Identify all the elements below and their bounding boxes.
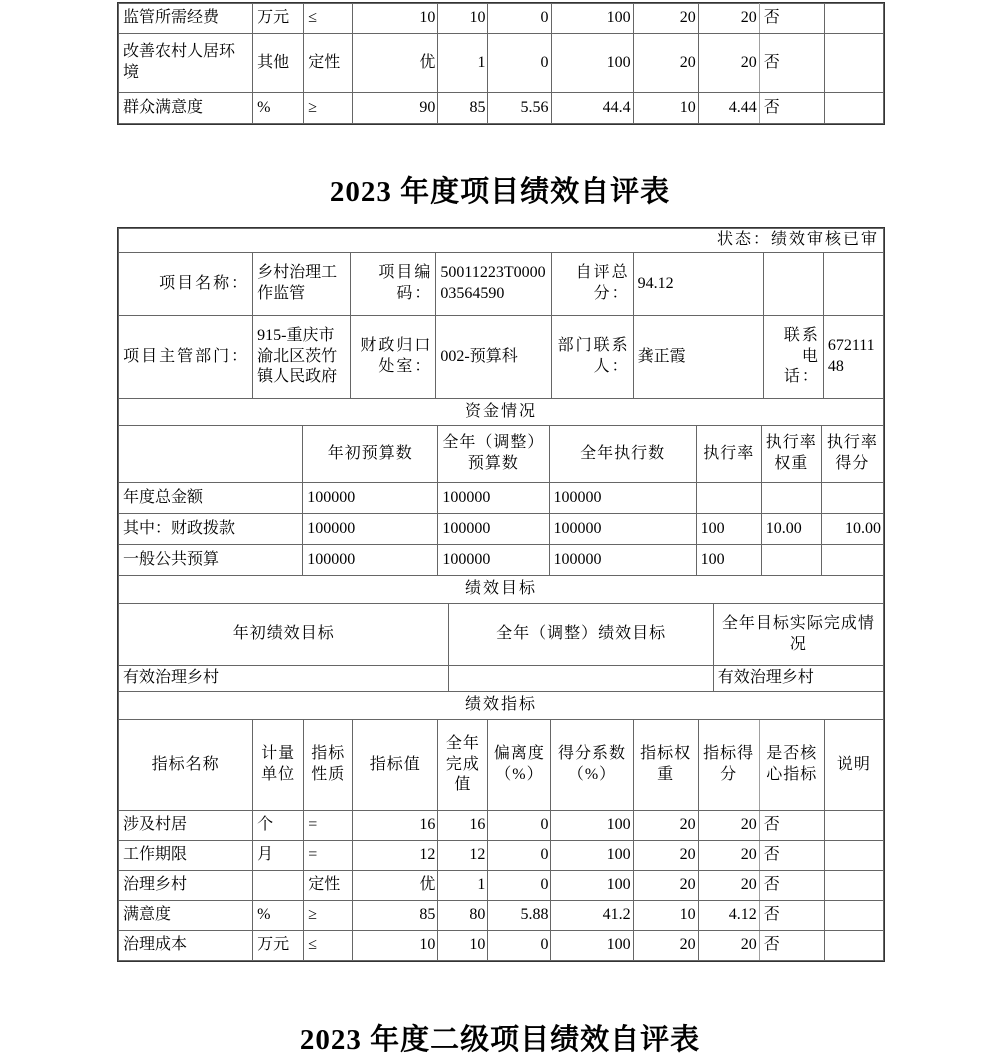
core-flag-cell: 否 bbox=[759, 4, 824, 34]
dept-label: 项目主管部门： bbox=[119, 316, 253, 399]
note-cell bbox=[824, 4, 883, 34]
nature-cell: ≤ bbox=[304, 931, 353, 961]
weight-cell: 10 bbox=[633, 93, 698, 124]
nature-cell: 定性 bbox=[304, 34, 353, 93]
exec-rate-weight-cell: 10.00 bbox=[761, 514, 821, 545]
finance-office-label: 财政归口处室： bbox=[351, 316, 436, 399]
deviation-cell: 0 bbox=[488, 4, 551, 34]
budget-adjusted-cell: 100000 bbox=[438, 545, 549, 576]
exec-rate-cell bbox=[696, 483, 761, 514]
self-score-label: 自评总分： bbox=[551, 253, 633, 316]
indicator-header: 指标值 bbox=[353, 720, 438, 811]
target-value-cell: 优 bbox=[353, 871, 438, 901]
completed-value-cell: 12 bbox=[438, 841, 488, 871]
score-coef-cell: 44.4 bbox=[551, 93, 633, 124]
funding-row bbox=[119, 545, 884, 576]
score-coef-cell: 100 bbox=[551, 811, 633, 841]
completed-value-cell: 1 bbox=[438, 871, 488, 901]
budget-adjusted-cell: 100000 bbox=[438, 514, 549, 545]
indicator-header: 说明 bbox=[824, 720, 883, 811]
score-coef-cell: 100 bbox=[551, 4, 633, 34]
funding-grid bbox=[118, 398, 884, 576]
indicator-name-cell: 涉及村居 bbox=[119, 811, 253, 841]
status-row bbox=[119, 229, 884, 253]
unit-cell: % bbox=[253, 901, 304, 931]
indicator-header: 得分系数（%） bbox=[551, 720, 633, 811]
indicator-header: 是否核心指标 bbox=[759, 720, 824, 811]
funding-header: 执行率 bbox=[696, 426, 761, 483]
unit-cell: 其他 bbox=[253, 34, 304, 93]
weight-cell: 20 bbox=[633, 4, 698, 34]
funding-row-label: 一般公共预算 bbox=[119, 545, 303, 576]
note-cell bbox=[824, 901, 883, 931]
project-name-label: 项目名称： bbox=[119, 253, 253, 316]
next-section-title: 2023 年度二级项目绩效自评表 bbox=[299, 1024, 701, 1056]
funding-header: 执行率得分 bbox=[821, 426, 883, 483]
indicator-name-cell: 群众满意度 bbox=[119, 93, 253, 124]
score-cell: 20 bbox=[698, 931, 759, 961]
weight-cell: 20 bbox=[633, 811, 698, 841]
unit-cell: % bbox=[253, 93, 304, 124]
target-value-cell: 10 bbox=[353, 931, 438, 961]
funding-section-title: 资金情况 bbox=[119, 399, 884, 426]
target-value-cell: 10 bbox=[353, 4, 438, 34]
exec-rate-weight-cell bbox=[761, 545, 821, 576]
funding-header: 全年执行数 bbox=[549, 426, 696, 483]
project-code-label: 项目编码： bbox=[351, 253, 436, 316]
completed-value-cell: 85 bbox=[438, 93, 488, 124]
deviation-cell: 5.56 bbox=[488, 93, 551, 124]
nature-cell: 定性 bbox=[304, 871, 353, 901]
budget-initial-cell: 100000 bbox=[303, 483, 438, 514]
weight-cell: 20 bbox=[633, 931, 698, 961]
score-cell: 4.44 bbox=[698, 93, 759, 124]
target-value-cell: 优 bbox=[353, 34, 438, 93]
note-cell bbox=[824, 93, 883, 124]
score-coef-cell: 100 bbox=[551, 871, 633, 901]
goals-row bbox=[119, 666, 884, 692]
goal-header: 全年（调整）绩效目标 bbox=[449, 604, 713, 666]
budget-initial-cell: 100000 bbox=[303, 514, 438, 545]
completed-value-cell: 80 bbox=[438, 901, 488, 931]
deviation-cell: 5.88 bbox=[488, 901, 551, 931]
weight-cell: 20 bbox=[633, 34, 698, 93]
goal-header: 年初绩效目标 bbox=[119, 604, 449, 666]
core-flag-cell: 否 bbox=[759, 811, 824, 841]
score-coef-cell: 100 bbox=[551, 931, 633, 961]
score-cell: 20 bbox=[698, 811, 759, 841]
score-cell: 20 bbox=[698, 841, 759, 871]
core-flag-cell: 否 bbox=[759, 931, 824, 961]
previous-indicators-table-grid bbox=[118, 3, 884, 124]
funding-row bbox=[119, 514, 884, 545]
core-flag-cell: 否 bbox=[759, 34, 824, 93]
dept-value: 915-重庆市渝北区茨竹镇人民政府 bbox=[253, 316, 351, 399]
table-row bbox=[119, 811, 884, 841]
table-row bbox=[119, 901, 884, 931]
section-banner-row bbox=[119, 399, 884, 426]
indicator-header: 指标得分 bbox=[698, 720, 759, 811]
target-value-cell: 16 bbox=[353, 811, 438, 841]
indicator-name-cell: 监管所需经费 bbox=[119, 4, 253, 34]
table-row bbox=[119, 931, 884, 961]
project-name-row bbox=[119, 253, 884, 316]
table-row bbox=[119, 93, 884, 124]
exec-rate-score-cell bbox=[821, 483, 883, 514]
section-banner-row bbox=[119, 576, 884, 604]
weight-cell: 20 bbox=[633, 841, 698, 871]
nature-cell: ≥ bbox=[304, 901, 353, 931]
deviation-cell: 0 bbox=[488, 811, 551, 841]
goals-grid bbox=[118, 575, 884, 692]
page-title: 2023 年度项目绩效自评表 bbox=[329, 176, 671, 208]
score-coef-cell: 41.2 bbox=[551, 901, 633, 931]
nature-cell: = bbox=[304, 841, 353, 871]
project-info-grid bbox=[118, 228, 884, 399]
funding-header: 全年（调整）预算数 bbox=[438, 426, 549, 483]
unit-cell: 万元 bbox=[253, 931, 304, 961]
indicator-name-cell: 满意度 bbox=[119, 901, 253, 931]
goal-actual-cell: 有效治理乡村 bbox=[713, 666, 883, 692]
core-flag-cell: 否 bbox=[759, 93, 824, 124]
funding-row-label: 其中：财政拨款 bbox=[119, 514, 303, 545]
completed-value-cell: 10 bbox=[438, 4, 488, 34]
exec-rate-cell: 100 bbox=[696, 545, 761, 576]
score-coef-cell: 100 bbox=[551, 34, 633, 93]
deviation-cell: 0 bbox=[488, 34, 551, 93]
contact-label: 部门联系人： bbox=[551, 316, 633, 399]
score-cell: 4.12 bbox=[698, 901, 759, 931]
indicators-header-row bbox=[119, 720, 884, 811]
table-row bbox=[119, 4, 884, 34]
goal-header: 全年目标实际完成情况 bbox=[713, 604, 883, 666]
indicator-header: 计量单位 bbox=[253, 720, 304, 811]
unit-cell: 月 bbox=[253, 841, 304, 871]
exec-rate-weight-cell bbox=[761, 483, 821, 514]
project-name-value: 乡村治理工作监管 bbox=[253, 253, 351, 316]
funding-header: 执行率权重 bbox=[761, 426, 821, 483]
table-row bbox=[119, 871, 884, 901]
goal-initial-cell: 有效治理乡村 bbox=[119, 666, 449, 692]
indicator-header: 指标名称 bbox=[119, 720, 253, 811]
self-evaluation-table bbox=[117, 227, 885, 962]
indicator-name-cell: 治理成本 bbox=[119, 931, 253, 961]
goal-adjusted-cell bbox=[449, 666, 713, 692]
completed-value-cell: 1 bbox=[438, 34, 488, 93]
score-cell: 20 bbox=[698, 34, 759, 93]
core-flag-cell: 否 bbox=[759, 871, 824, 901]
contact-value: 龚正霞 bbox=[633, 316, 763, 399]
indicator-header: 指标权重 bbox=[633, 720, 698, 811]
goals-section-title: 绩效目标 bbox=[119, 576, 884, 604]
nature-cell: ≥ bbox=[304, 93, 353, 124]
score-cell: 20 bbox=[698, 4, 759, 34]
executed-cell: 100000 bbox=[549, 514, 696, 545]
unit-cell bbox=[253, 871, 304, 901]
self-score-value: 94.12 bbox=[633, 253, 763, 316]
weight-cell: 10 bbox=[633, 901, 698, 931]
document-page bbox=[0, 2, 1000, 1060]
table-row bbox=[119, 34, 884, 93]
core-flag-cell: 否 bbox=[759, 901, 824, 931]
indicator-header: 指标性质 bbox=[304, 720, 353, 811]
funding-header-row bbox=[119, 426, 884, 483]
completed-value-cell: 10 bbox=[438, 931, 488, 961]
indicators-grid bbox=[118, 691, 884, 961]
score-cell: 20 bbox=[698, 871, 759, 901]
target-value-cell: 12 bbox=[353, 841, 438, 871]
exec-rate-cell: 100 bbox=[696, 514, 761, 545]
section-banner-row bbox=[119, 692, 884, 720]
unit-cell: 个 bbox=[253, 811, 304, 841]
project-dept-row bbox=[119, 316, 884, 399]
empty-cell bbox=[823, 253, 883, 316]
phone-label: 联系电话： bbox=[763, 316, 823, 399]
finance-office-value: 002-预算科 bbox=[436, 316, 551, 399]
note-cell bbox=[824, 811, 883, 841]
goals-header-row bbox=[119, 604, 884, 666]
executed-cell: 100000 bbox=[549, 483, 696, 514]
note-cell bbox=[824, 34, 883, 93]
project-code-value: 50011223T000003564590 bbox=[436, 253, 551, 316]
target-value-cell: 90 bbox=[353, 93, 438, 124]
indicator-name-cell: 治理乡村 bbox=[119, 871, 253, 901]
deviation-cell: 0 bbox=[488, 871, 551, 901]
core-flag-cell: 否 bbox=[759, 841, 824, 871]
funding-row-label: 年度总金额 bbox=[119, 483, 303, 514]
budget-adjusted-cell: 100000 bbox=[438, 483, 549, 514]
indicator-name-cell: 改善农村人居环境 bbox=[119, 34, 253, 93]
unit-cell: 万元 bbox=[253, 4, 304, 34]
exec-rate-score-cell: 10.00 bbox=[821, 514, 883, 545]
deviation-cell: 0 bbox=[488, 841, 551, 871]
previous-indicators-table bbox=[117, 2, 885, 125]
status-text: 状态：绩效审核已审 bbox=[119, 229, 884, 253]
indicator-header: 偏离度（%） bbox=[488, 720, 551, 811]
executed-cell: 100000 bbox=[549, 545, 696, 576]
deviation-cell: 0 bbox=[488, 931, 551, 961]
nature-cell: ≤ bbox=[304, 4, 353, 34]
completed-value-cell: 16 bbox=[438, 811, 488, 841]
indicator-header: 全年完成值 bbox=[438, 720, 488, 811]
note-cell bbox=[824, 931, 883, 961]
funding-header-blank bbox=[119, 426, 303, 483]
phone-value: 67211148 bbox=[823, 316, 883, 399]
score-coef-cell: 100 bbox=[551, 841, 633, 871]
table-row bbox=[119, 841, 884, 871]
nature-cell: = bbox=[304, 811, 353, 841]
funding-header: 年初预算数 bbox=[303, 426, 438, 483]
indicator-name-cell: 工作期限 bbox=[119, 841, 253, 871]
note-cell bbox=[824, 871, 883, 901]
empty-cell bbox=[763, 253, 823, 316]
funding-row bbox=[119, 483, 884, 514]
target-value-cell: 85 bbox=[353, 901, 438, 931]
budget-initial-cell: 100000 bbox=[303, 545, 438, 576]
indicators-section-title: 绩效指标 bbox=[119, 692, 884, 720]
note-cell bbox=[824, 841, 883, 871]
weight-cell: 20 bbox=[633, 871, 698, 901]
exec-rate-score-cell bbox=[821, 545, 883, 576]
